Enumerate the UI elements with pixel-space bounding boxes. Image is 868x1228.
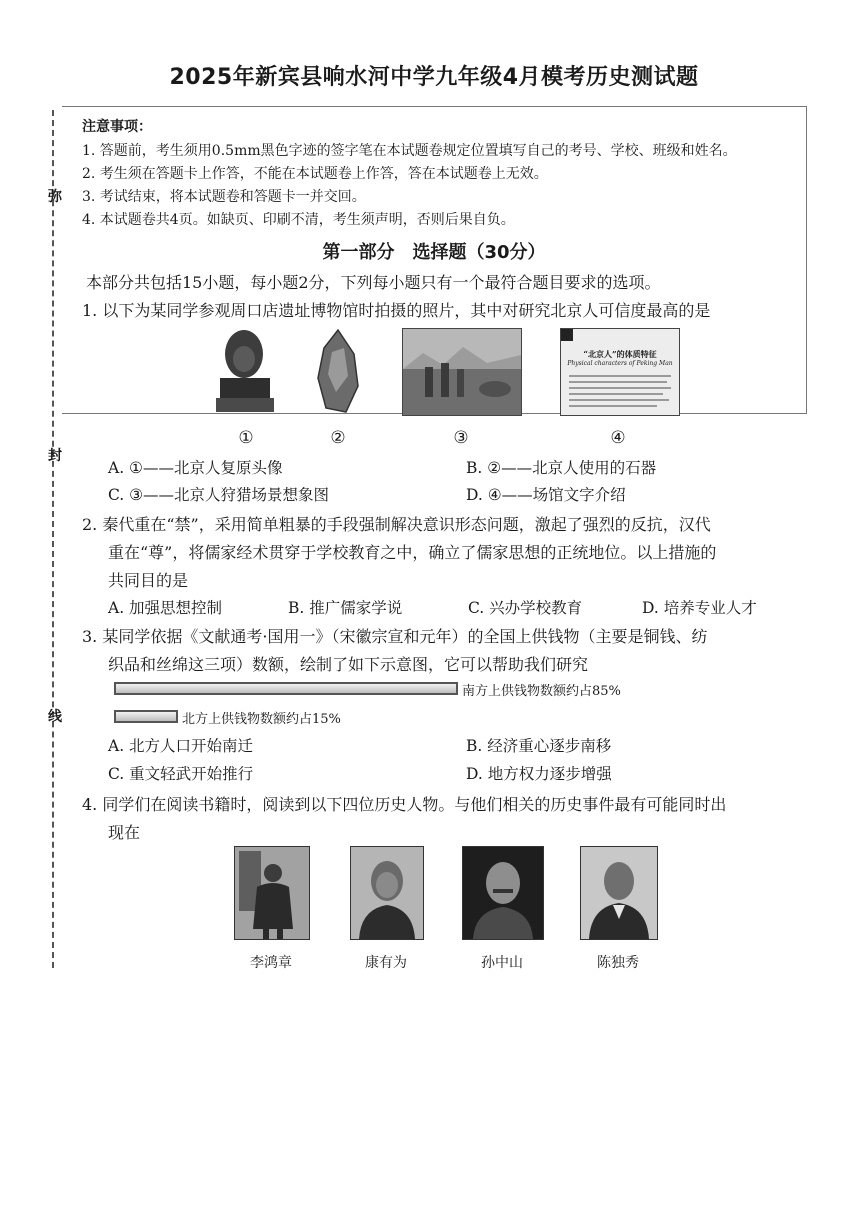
sign-title: “北京人”的体质特征	[583, 349, 657, 359]
question-3-line: 3. 某同学依据《文献通考·国用一》（宋徽宗宣和元年）的全国上供钱物（主要是铜钱、纺	[82, 627, 708, 646]
photo-label-4: ④	[610, 428, 626, 448]
photo-label-2: ②	[330, 428, 346, 448]
q2-option-b: B. 推广儒家学说	[288, 599, 403, 617]
portrait-kang-youwei	[350, 846, 424, 940]
q2-option-d: D. 培养专业人才	[642, 599, 757, 617]
bar-north	[114, 710, 178, 723]
photo-label-1: ①	[238, 428, 254, 448]
question-4-line: 现在	[108, 823, 141, 842]
note-item: 4. 本试题卷共4页。如缺页、印刷不清，考生须声明，否则后果自负。	[82, 212, 515, 228]
q1-option-a: A. ①——北京人复原头像	[108, 459, 283, 477]
question-2-line: 重在“尊”，将儒家经术贯穿于学校教育之中，确立了儒家思想的正统地位。以上措施的	[108, 543, 717, 562]
note-item: 1. 答题前，考生须用0.5mm黑色字迹的签字笔在本试题卷规定位置填写自己的考号、学校、班级和姓名。	[82, 143, 737, 159]
photo-hunting-scene	[402, 328, 522, 416]
photo-label-3: ③	[453, 428, 469, 448]
question-1-stem: 1. 以下为某同学参观周口店遗址博物馆时拍摄的照片，其中对研究北京人可信度最高的是	[82, 301, 711, 320]
note-item: 2. 考生须在答题卡上作答，不能在本试题卷上作答，答在本试题卷上无效。	[82, 166, 548, 182]
photo-restored-head	[214, 326, 276, 414]
q1-option-c: C. ③——北京人狩猎场景想象图	[108, 486, 330, 504]
photo-stone-tool	[316, 328, 360, 414]
section-intro: 本部分共包括15小题，每小题2分，下列每小题只有一个最符合题目要求的选项。	[86, 273, 661, 292]
q3-option-b: B. 经济重心逐步南移	[466, 737, 612, 755]
q3-option-a: A. 北方人口开始南迁	[108, 737, 254, 755]
photo-exhibit-sign	[560, 328, 680, 416]
question-2-line: 2. 秦代重在“禁”，采用简单粗暴的手段强制解决意识形态问题，激起了强烈的反抗，汉代	[82, 515, 711, 534]
q2-option-a: A. 加强思想控制	[108, 599, 223, 617]
q1-option-b: B. ②——北京人使用的石器	[466, 459, 657, 477]
question-4-line: 4. 同学们在阅读书籍时，阅读到以下四位历史人物。与他们相关的历史事件最有可能同时出	[82, 795, 727, 814]
section-title: 第一部分 选择题（30分）	[322, 242, 546, 263]
question-2-line: 共同目的是	[108, 571, 189, 590]
notes-heading: 注意事项：	[82, 119, 152, 135]
q2-option-c: C. 兴办学校教育	[468, 599, 583, 617]
q3-option-d: D. 地方权力逐步增强	[466, 765, 612, 783]
portrait-sun-zhongshan	[462, 846, 544, 940]
note-item: 3. 考试结束，将本试题卷和答题卡一并交回。	[82, 189, 366, 205]
q1-option-d: D. ④——场馆文字介绍	[466, 486, 626, 504]
portrait-chen-duxiu	[580, 846, 658, 940]
bar-south	[114, 682, 458, 695]
page-title: 2025年新宾县响水河中学九年级4月模考历史测试题	[169, 65, 699, 90]
person-name-li-hongzhang: 李鸿章	[250, 955, 292, 971]
margin-mark-xian: 线	[48, 709, 62, 725]
person-name-sun-zhongshan: 孙中山	[481, 955, 523, 971]
person-name-chen-duxiu: 陈独秀	[597, 955, 639, 971]
margin-mark-feng: 封	[48, 448, 62, 464]
q3-option-c: C. 重文轻武开始推行	[108, 765, 254, 783]
bar-south-label: 南方上供钱物数额约占85%	[462, 684, 621, 699]
sign-subtitle: Physical characters of Peking Man	[567, 360, 673, 367]
margin-mark-mi: 弥	[48, 189, 62, 205]
question-3-line: 织品和丝绵这三项）数额，绘制了如下示意图，它可以帮助我们研究	[108, 655, 589, 674]
bar-north-label: 北方上供钱物数额约占15%	[182, 712, 341, 727]
portrait-li-hongzhang	[234, 846, 310, 940]
person-name-kang-youwei: 康有为	[365, 955, 407, 971]
